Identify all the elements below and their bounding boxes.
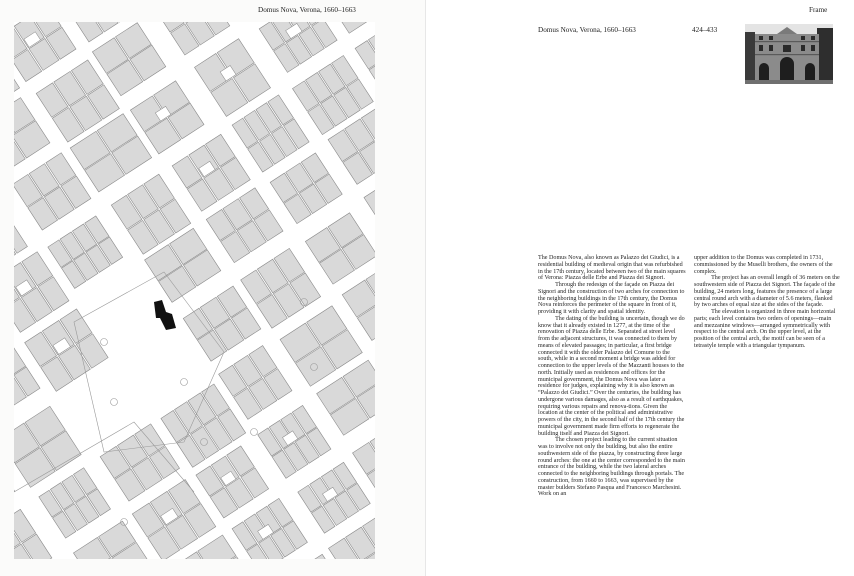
- map-tree-marker: [251, 429, 258, 436]
- site-plan-drawing: [14, 22, 375, 559]
- left-page-header: Domus Nova, Verona, 1660–1663: [258, 6, 356, 14]
- map-building: [14, 198, 27, 253]
- paragraph: The elevation is organized in three main horizontal parts; each level contains two orders of openings—main and mezzanine windows—arranged symmetrically with respect to the central arch. On the upper level, at the position of the central arch, the motif can be seen of a tetrastyle temple with a triangular tympanum.: [694, 309, 836, 349]
- right-page-header-pages: 424–433: [692, 26, 718, 34]
- text-column-2: [694, 255, 840, 350]
- right-page: [425, 0, 854, 576]
- domus-nova-highlight: [154, 300, 176, 330]
- right-page-header-title: Domus Nova, Verona, 1660–1663: [538, 26, 636, 34]
- text-column-1: [538, 255, 686, 498]
- map-tree-marker: [101, 339, 108, 346]
- paragraph: upper addition to the Domus was completed in 1731, commissioned by the Muselli brothers, the owners of the complex.: [694, 255, 833, 275]
- paragraph: The Domus Nova, also known as Palazzo dei Giudici, is a residential building of medieval origin that was refurbished in the 17th century, located between two of the main squares of Verona: Piazza delle Erbe and Piazza dei Signori.: [538, 255, 686, 282]
- building-facade-photo: [745, 24, 833, 84]
- paragraph: The project has an overall length of 36 meters on the southwestern side of Piazza dei Signori. The façade of the building, 24 meters long, features the presence of a large central round arch with a diameter of 5.6 meters, flanked by two arches of equal size at the sides of the façade.: [694, 275, 840, 309]
- paragraph: Through the redesign of the façade on Piazza dei Signori and the construction of two arches for connection to the neighboring buildings in the 17th century, the Domus Nova reinforces the perimeter of the square in front of it, providing it with clarity and spatial identity.: [538, 282, 685, 315]
- left-page: [0, 0, 425, 576]
- site-plan-map: [14, 22, 375, 559]
- map-tree-marker: [111, 399, 118, 406]
- paragraph: The chosen project leading to the current situation was to involve not only the building, but also the entire southwestern side of the piazza, by constructing three large round arches: the one at the center corresponded to the main entrance of the building, while the two lateral arches connected to the neighboring buildings through portals. The construction, from 1660 to 1663, was supervised by the master builders Stefano Pasqua and Francesco Marchesini. Work on an: [538, 437, 685, 498]
- map-tree-marker: [181, 379, 188, 386]
- paragraph: The dating of the building is uncertain, though we do know that it already existed in 1277, at the time of the renovation of Piazza delle Erbe. Separated at street level from the adjacent structures, it was connected to them by means of elevated passages; in particular, a first bridge connected it with the older Palazzo del Comune to the south, while in a second moment a bridge was added for connection to the upper levels of the Mazzanti houses to the north. Initially used as residences and offices for the municipal government, the Domus Nova was later a residence for judges, explaining why it is also known as “Palazzo dei Giudici.” Over the centuries, the building has undergone various damages, also as a result of earthquakes, requiring various repairs and renova-tions. Given the location at the center of the political and administrative powers of the city, in the second half of the 17th century the municipal government made firm efforts to regenerate the building itself and Piazza dei Signori.: [538, 315, 685, 437]
- right-page-header-label: Frame: [809, 6, 828, 14]
- map-building: [364, 183, 375, 240]
